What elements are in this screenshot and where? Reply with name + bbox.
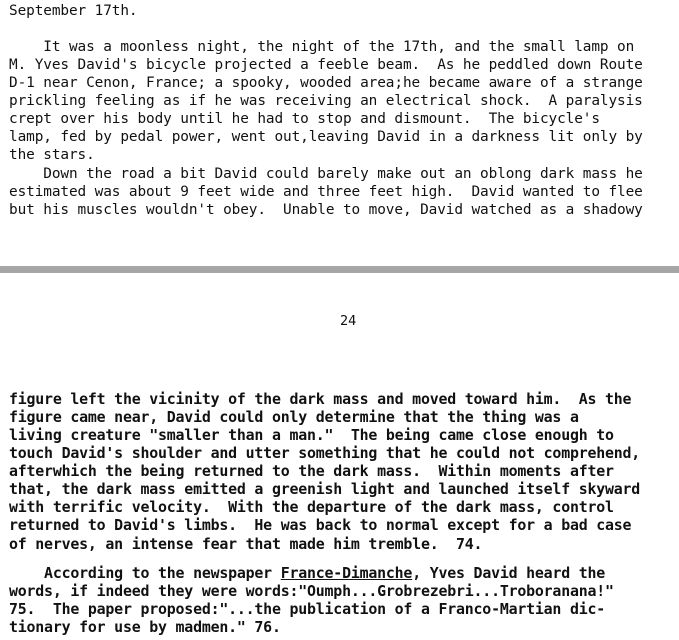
text-line: but his muscles wouldn't obey. Unable to move, David watched as a shadowy [9, 202, 643, 218]
newspaper-name: France-Dimanche [280, 564, 413, 582]
text-line: D-1 near Cenon, France; a spooky, wooded area;he became aware of a strange [9, 75, 643, 91]
text-line: afterwhich the being returned to the dark mass. Within moments after [9, 462, 614, 480]
para2-prefix: According to the newspaper [9, 564, 281, 582]
text-line: returned to David's limbs. He was back to normal except for a bad case [9, 516, 632, 534]
text-line: with terrific velocity. With the departure of the dark mass, control [9, 498, 614, 516]
text-line: that, the dark mass emitted a greenish light and launched itself skyward [9, 480, 641, 498]
para2-suffix: , Yves David heard the [412, 564, 606, 582]
text-line: Down the road a bit David could barely make out an oblong dark mass he [9, 166, 643, 182]
text-line: tionary for use by madmen." 76. [9, 618, 281, 636]
page-separator [0, 266, 679, 273]
text-line: of nerves, an intense fear that made him tremble. 74. [9, 535, 483, 553]
text-line [9, 564, 605, 582]
text-line: figure left the vicinity of the dark mass and moved toward him. As the [9, 390, 632, 408]
text-line: lamp, fed by pedal power, went out,leaving David in a darkness lit only by [9, 129, 643, 145]
text-line: living creature "smaller than a man." The being came close enough to [9, 426, 614, 444]
text-line: crept over his body until he had to stop and dismount. The bicycle's [9, 111, 600, 127]
text-line: estimated was about 9 feet wide and three feet high. David wanted to flee [9, 184, 643, 200]
text-line: M. Yves David's bicycle projected a feeble beam. As he peddled down Route [9, 57, 643, 73]
text-line: the stars. [9, 147, 95, 163]
text-line: It was a moonless night, the night of the 17th, and the small lamp on [9, 39, 635, 55]
text-line: words, if indeed they were words:"Oumph...Grobrezebri...Troboranana!" [9, 582, 614, 600]
text-line: 75. The paper proposed:"...the publication of a Franco-Martian dic- [9, 600, 606, 618]
text-line: prickling feeling as if he was receiving an electrical shock. A paralysis [9, 93, 643, 109]
text-line: touch David's shoulder and utter something that he could not comprehend, [9, 444, 641, 462]
text-line: figure came near, David could only determine that the thing was a [9, 408, 579, 426]
page-number: 24 [340, 313, 357, 329]
date-heading: September 17th. [9, 3, 138, 19]
